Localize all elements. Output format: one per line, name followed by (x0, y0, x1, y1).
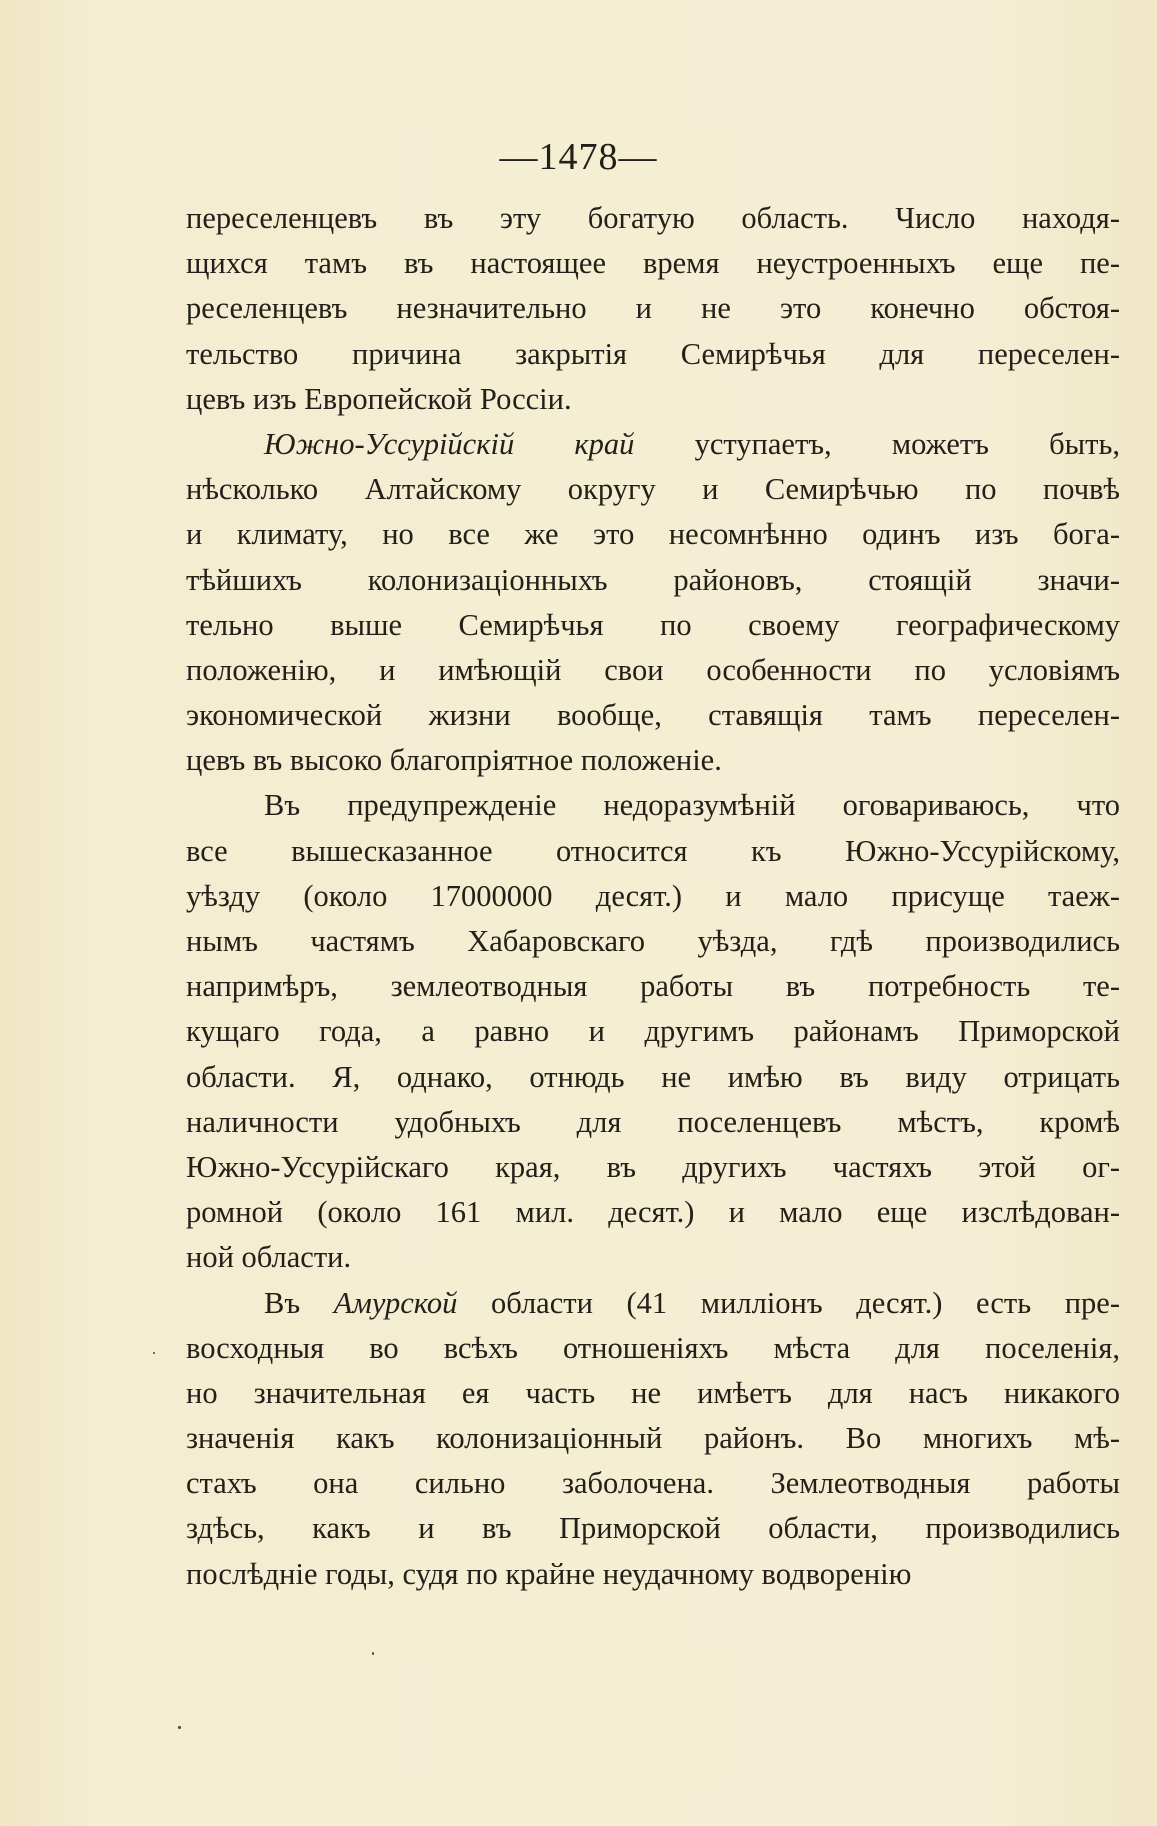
text-line (186, 1055, 1120, 1100)
text-line (186, 196, 1120, 241)
text-line (186, 241, 1120, 286)
text-line (186, 964, 1120, 1009)
text-line (186, 783, 1120, 828)
paragraph (186, 783, 1120, 1280)
text-line (186, 738, 1120, 783)
text-run: тельно выше Семирѣчья по своему географическому (186, 607, 1120, 642)
text-run: щихся тамъ въ настоящее время неустроенныхъ еще пе- (186, 246, 1120, 281)
text-run: положенію, и имѣющій свои особенности по условіямъ (186, 652, 1120, 687)
text-run: здѣсь, какъ и въ Приморской области, производились (186, 1511, 1120, 1546)
text-line (186, 286, 1120, 331)
text-run: кущаго года, а равно и другимъ районамъ Приморской (186, 1014, 1120, 1049)
text-run: уѣзду (около 17000000 десят.) и мало присуще таеж- (186, 878, 1120, 913)
text-run: переселенцевъ въ эту богатую область. Число находя- (186, 201, 1120, 235)
text-run: стахъ она сильно заболочена. Землеотводныя работы (186, 1466, 1120, 1501)
text-line (186, 603, 1120, 648)
text-line (186, 1506, 1120, 1551)
text-line (186, 377, 1120, 422)
text-run: ромной (около 161 мил. десят.) и мало еще изслѣдован- (186, 1195, 1120, 1230)
text-line (186, 648, 1120, 693)
text-run: тельство причина закрытія Семирѣчья для переселен- (186, 336, 1120, 371)
paragraph (186, 1281, 1120, 1597)
paragraph (186, 196, 1120, 422)
text-run: значенія какъ колонизаціонный районъ. Во многихъ мѣ- (186, 1421, 1120, 1456)
text-run: нымъ частямъ Хабаровскаго уѣзда, гдѣ производились (186, 924, 1120, 958)
text-line (186, 1416, 1120, 1461)
scan-speck (178, 1726, 181, 1729)
text-run: напримѣръ, землеотводныя работы въ потребность те- (186, 969, 1120, 1004)
text-line (186, 1009, 1120, 1054)
text-line (186, 1145, 1120, 1190)
text-line (186, 558, 1120, 603)
text-line (186, 332, 1120, 377)
text-line (186, 1100, 1120, 1145)
paragraph (186, 422, 1120, 784)
text-line (186, 1326, 1120, 1371)
text-run: цевъ въ высоко благопріятное положеніе. (186, 743, 722, 778)
text-run: Въ (264, 1285, 334, 1320)
text-line (186, 467, 1120, 512)
text-run: и климату, но все же это несомнѣнно одинъ изъ бога- (186, 517, 1120, 552)
text-run: ной области. (186, 1240, 352, 1275)
text-run: экономической жизни вообще, ставящія тамъ переселен- (186, 698, 1120, 733)
text-line (186, 693, 1120, 738)
text-run: реселенцевъ незначительно и не это конечно обстоя- (186, 291, 1120, 326)
page-number: —1478— (499, 136, 658, 178)
text-run: нѣсколько Алтайскому округу и Семирѣчью по почвѣ (186, 472, 1120, 507)
scan-speck (372, 1652, 374, 1655)
body-text (186, 196, 1120, 1597)
text-run: области. Я, однако, отнюдь не имѣю въ виду отрицать (186, 1059, 1120, 1094)
text-line (186, 512, 1120, 557)
text-line (186, 1371, 1120, 1416)
text-run: уступаетъ, можетъ быть, (634, 426, 1120, 461)
text-line (186, 1235, 1120, 1280)
text-run: области (41 милліонъ десят.) есть пре- (457, 1285, 1120, 1320)
text-line (186, 1461, 1120, 1506)
text-run: Въ предупрежденіе недоразумѣній оговариваюсь, что (264, 788, 1120, 823)
text-line (186, 874, 1120, 919)
text-run: восходныя во всѣхъ отношеніяхъ мѣста для поселенія, (186, 1330, 1120, 1365)
text-run: наличности удобныхъ для поселенцевъ мѣстъ, кромѣ (186, 1104, 1120, 1139)
text-run: все вышесказанное относится къ Южно-Уссурійскому, (186, 833, 1120, 868)
italic-text: Амурской (333, 1285, 458, 1320)
text-line (186, 829, 1120, 874)
text-line (186, 1281, 1120, 1326)
text-line (186, 1552, 1120, 1597)
text-line (186, 1190, 1120, 1235)
text-run: Южно-Уссурійскаго края, въ другихъ частяхъ этой ог- (186, 1149, 1120, 1184)
text-run: цевъ изъ Европейской Россіи. (186, 381, 572, 416)
italic-text: Южно-Уссурійскій край (264, 426, 635, 461)
text-run: тѣйшихъ колонизаціонныхъ районовъ, стоящій значи- (186, 562, 1120, 597)
text-line (186, 422, 1120, 467)
text-line (186, 919, 1120, 964)
text-run: но значительная ея часть не имѣетъ для насъ никакого (186, 1375, 1120, 1410)
scan-speck (153, 1352, 155, 1354)
text-run: послѣдніе годы, судя по крайне неудачному водворенію (186, 1556, 912, 1591)
